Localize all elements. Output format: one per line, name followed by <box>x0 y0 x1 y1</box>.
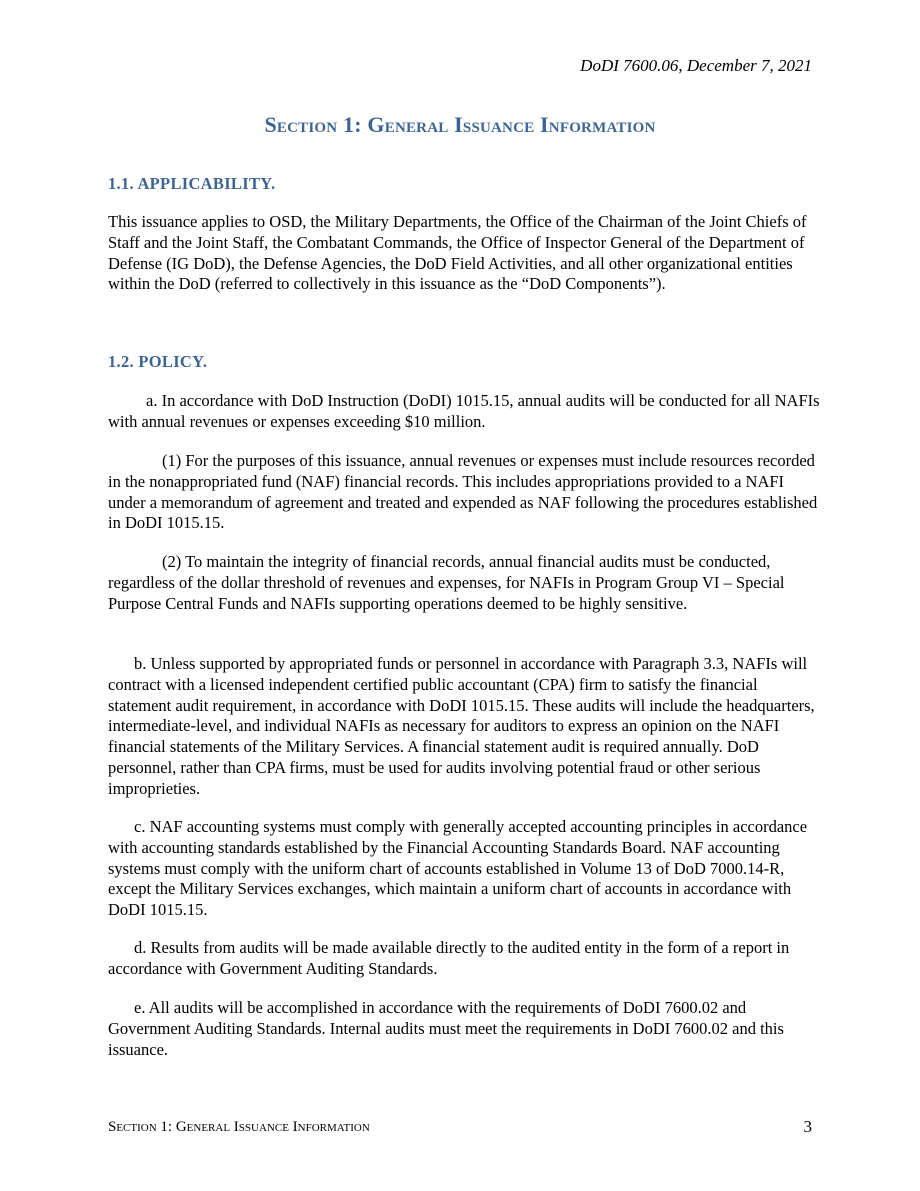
page-number: 3 <box>803 1117 812 1136</box>
policy-paragraph-a2: (2) To maintain the integrity of financial records, annual financial audits must be conducted, regardless of the dollar threshold of revenues and expenses, for NAFIs in Program Group VI – Special Purpose Central Funds and NAFIs supporting operations deemed to be highly sensitive. <box>108 552 785 613</box>
policy-paragraph-a: a. In accordance with DoD Instruction (DoDI) 1015.15, annual audits will be conducted for all NAFIs with annual revenues or expenses exceeding $10 million. <box>108 391 820 431</box>
policy-paragraph-b: b. Unless supported by appropriated funds or personnel in accordance with Paragraph 3.3, NAFIs will contract with a licensed independent certified public accountant (CPA) firm to satisfy the financial statement audit requirement, in accordance with DoDI 1015.15. These audits will include the headquarters, intermediate-level, and individual NAFIs as necessary for auditors to express an opinion on the NAFI financial statements of the Military Services. A financial statement audit is required annually. DoD personnel, rather than CPA firms, must be used for audits involving potential fraud or other serious improprieties. <box>108 654 815 798</box>
footer-section-label: Section 1: General Issuance Information <box>108 1119 370 1135</box>
heading-applicability: 1.1. APPLICABILITY. <box>108 174 276 193</box>
policy-paragraph-e: e. All audits will be accomplished in accordance with the requirements of DoDI 7600.02 and Government Auditing Standards. Internal audits must meet the requirements in DoDI 7600.02 and this issuance. <box>108 998 784 1059</box>
running-header: DoDI 7600.06, December 7, 2021 <box>580 56 812 75</box>
section-title: Section 1: General Issuance Information <box>264 112 656 137</box>
policy-paragraph-c: c. NAF accounting systems must comply with generally accepted accounting principles in accordance with accounting standards established by the Financial Accounting Standards Board. NAF accounting systems must comply with the uniform chart of accounts established in Volume 13 of DoD 7000.14-R, except the Military Services exchanges, which maintain a uniform chart of accounts in accordance with DoDI 1015.15. <box>108 817 808 920</box>
applicability-paragraph: This issuance applies to OSD, the Military Departments, the Office of the Chairman of the Joint Chiefs of Staff and the Joint Staff, the Combatant Commands, the Office of Inspector General of the Department of Defense (IG DoD), the Defense Agencies, the DoD Field Activities, and all other organizational entities within the DoD (referred to collectively in this issuance as the “DoD Components”). <box>108 212 807 294</box>
policy-paragraph-a1: (1) For the purposes of this issuance, annual revenues or expenses must include resources recorded in the nonappropriated fund (NAF) financial records. This includes appropriations provided to a NAFI under a memorandum of agreement and treated and expended as NAF following the procedures established in DoDI 1015.15. <box>108 451 818 533</box>
heading-policy: 1.2. POLICY. <box>108 352 208 371</box>
policy-paragraph-d: d. Results from audits will be made available directly to the audited entity in the form of a report in accordance with Government Auditing Standards. <box>108 938 790 978</box>
